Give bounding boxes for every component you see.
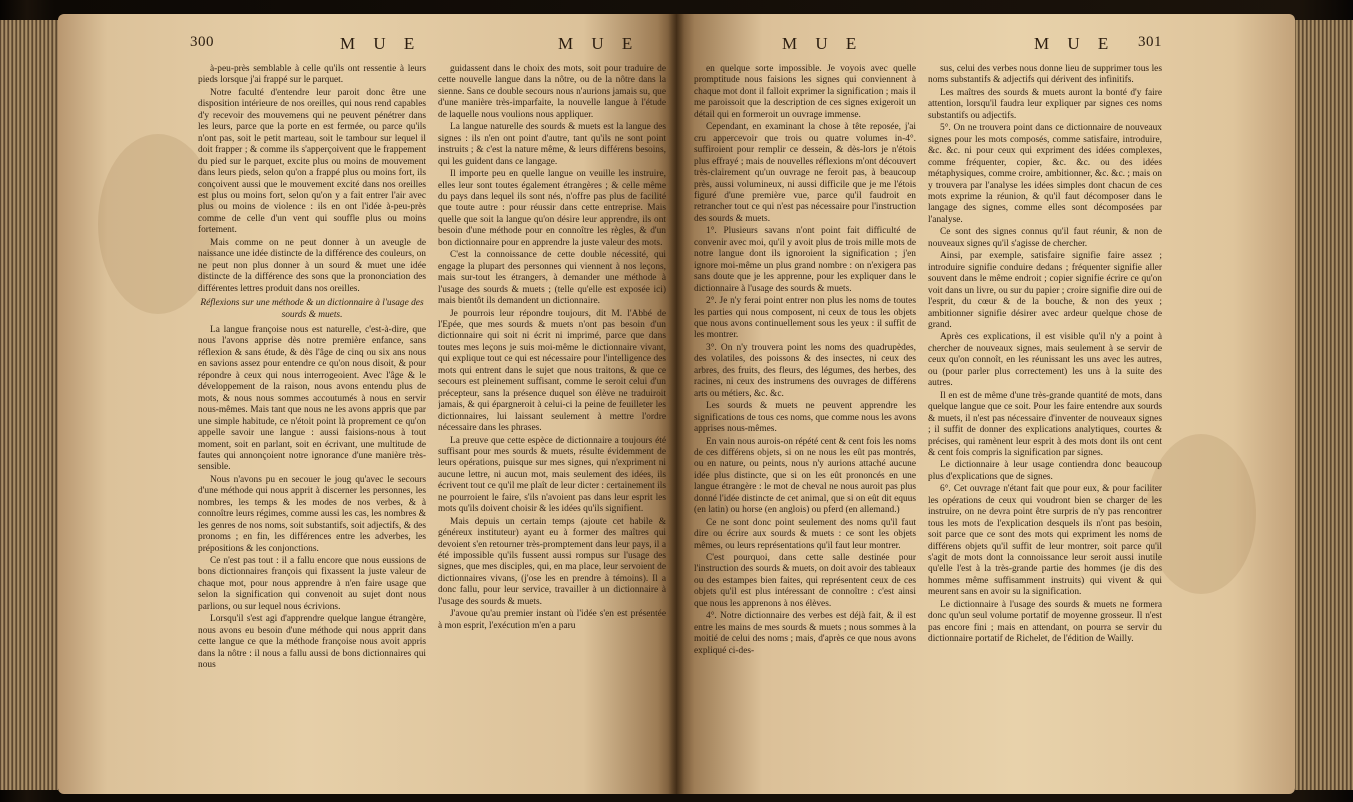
paragraph: guidassent dans le choix des mots, soit pour traduire de cette nouvelle langue dans la nôtre, ou de la nôtre dans la sienne. Sans ce double secours nous n'aurions jamais su, que d'une manière très-imparfaite, la nouvelle langue à l'étude de laquelle nous voulions nous appliquer. <box>438 64 666 120</box>
paragraph: Ce ne sont donc point seulement des noms qu'il faut dire ou écrire aux sourds & muets : ce sont les objets mêmes, ou leurs représentations qu'il faut leur montrer. <box>694 517 916 551</box>
paragraph: Je pourrois leur répondre toujours, dit M. l'Abbé de l'Epée, que mes sourds & muets n'ont pas besoin d'un dictionnaire qui soit ni écrit ni imprimé, parce que dans toutes mes leçons je suis moi-même le dictionnaire vivant, qui explique tout ce qui est nécessaire pour l'intelligence des mots qui entrent dans le sujet que nous traitons, & que ce secours est pleinement suffisant, comme le seroit celui d'un précepteur, sans la présence duquel son élève ne traduiroit jamais, & qui épargneroit à celui-ci la peine de feuilleter les dictionnaires, lui laissant seulement à mettre l'ordre nécessaire dans les phrases. <box>438 308 666 434</box>
page-edges-left <box>0 20 58 790</box>
paragraph: à-peu-près semblable à celle qu'ils ont ressentie à leurs pieds lorsque j'ai frappé sur le parquet. <box>198 64 426 86</box>
left-page-number: 300 <box>190 34 214 50</box>
page-edges-right <box>1295 20 1353 790</box>
paragraph: 1°. Plusieurs savans n'ont point fait difficulté de convenir avec moi, qu'il y avoit plus de trois mille mots de notre langue dont ils ignoroient la signification ; j'en ignore moi-même un plus grand nombre : on n'exigera pas sans doute que je les apprenne, pour les expliquer dans le dictionnaire à l'usage des sourds & muets. <box>694 226 916 294</box>
paragraph: Il en est de même d'une très-grande quantité de mots, dans quelque langue que ce soit. Pour les faire entendre aux sourds & muets, il n'est pas nécessaire d'inventer de nouveaux signes ; il suffit de donner des explications analytiques, courtes & précises, qui ramènent leur esprit à des mots dont ils ont cent & cent fois compris la signification par signes. <box>928 390 1162 458</box>
paragraph: Ainsi, par exemple, satisfaire signifie faire assez ; introduire signifie conduire dedans ; fréquenter signifie aller souvent dans le même endroit ; copier signifie écrire ce qu'on voit dans un livre, ou sur du papier ; croire signifie dire oui de l'esprit, du cœur & de la bouche, & non des yeux ; ambitionner signifie désirer avec ardeur quelque chose de grand. <box>928 251 1162 330</box>
paragraph: Les sourds & muets ne peuvent apprendre les significations de tous ces noms, que comme nous les avons apprises nous-mêmes. <box>694 401 916 435</box>
paragraph: Lorsqu'il s'est agi d'apprendre quelque langue étrangère, nous avons eu besoin d'une méthode qui nous apprit dans cette langue ce que la méthode françoise nous avoit appris dans la nôtre : il nous a fallu aussi de bons dictionnaires qui nous <box>198 614 426 671</box>
left-page-column-1 <box>198 64 426 772</box>
right-page-number: 301 <box>1138 34 1162 50</box>
paragraph: La preuve que cette espèce de dictionnaire a toujours été suffisant pour mes sourds & muets, résulte évidemment de leurs opérations, puisque sur mes signes, qui n'expriment ni aucune lettre, ni aucun mot, mais seulement des idées, ils écrivent tout ce qu'il me plaît de leur dicter : certainement ils ne pourroient le faire, s'ils n'avoient pas dans leur esprit les mots qu'ils doivent choisir & les idées qu'ils signifient. <box>438 435 666 515</box>
left-page-header <box>190 34 658 60</box>
paragraph: C'est pourquoi, dans cette salle destinée pour l'instruction des sourds & muets, on doit avoir des tableaux ou des estampes bien faites, qui représentent ceux de ces objets qu'il est plus intéressant de connoître : c'est ainsi que nous les apprenons à nos élèves. <box>694 553 916 609</box>
paragraph: Le dictionnaire à l'usage des sourds & muets ne formera donc qu'un seul volume portatif de moyenne grosseur. Il n'est pas encore fini ; mais en attendant, on pourra se servir du dictionnaire portatif de Richelet, de l'édition de Wailly. <box>928 599 1162 645</box>
left-page-column-2 <box>438 64 666 772</box>
paragraph: 5°. On ne trouvera point dans ce dictionnaire de nouveaux signes pour les mots composés, comme satisfaire, introduire, &c. &c. ni pour ceux qui expriment des idées complexes, comme fréquenter, copier, &c. &c. ou des idées métaphysiques, comme croire, ambitionner, &c. &c. ; mais on y trouvera par l'analyse les idées simples dont chacun de ces mots exprime la réunion, & qu'il faut décomposer dans le langage des signes, comme elles sont décomposées par l'analyse. <box>928 123 1162 225</box>
paragraph: Ce sont des signes connus qu'il faut réunir, & non de nouveaux signes qu'il s'agisse de chercher. <box>928 227 1162 249</box>
book-gutter <box>668 14 684 794</box>
right-page <box>676 14 1295 794</box>
paragraph: 4°. Notre dictionnaire des verbes est déjà fait, & il est entre les mains de mes sourds & muets ; nous sommes à la moitié de celui des noms ; mais, d'après ce que nous avons expliqué ci-des- <box>694 611 916 656</box>
paragraph: La langue françoise nous est naturelle, c'est-à-dire, que nous l'avons apprise dès notre première enfance, sans réflexion & sans étude, & dès l'âge de cinq ou six ans nous en savions assez pour entendre ce qu'on nous disoit, & pour répondre à ceux qui nous interrogeoient. Avec l'âge & le développement de la raison, nous avons entendu plus de mots, & nous nous sommes accoutumés à nous en servir nous-mêmes. Mais tant que nous ne les avons appris que par une simple habitude, ce n'étoit point là proprement ce qu'on appelle savoir une langue : aussi faisions-nous à tout moment, soit en parlant, soit en écrivant, une multitude de fautes qui annonçoient notre ignorance d'une manière très-sensible. <box>198 324 426 473</box>
right-page-column-2 <box>928 64 1162 782</box>
paragraph: La langue naturelle des sourds & muets est la langue des signes : ils n'en ont point d'autre, tant qu'ils ne sont point instruits ; & c'est la nature même, & leurs différens besoins, qui les guident dans ce langage. <box>438 122 666 167</box>
paragraph: Il importe peu en quelle langue on veuille les instruire, elles leur sont toutes également étrangères ; & celle même du pays dans lequel ils sont nés, n'offre pas plus de facilité que toute autre : pour réussir dans cette entreprise. Mais quelle que soit la langue qu'on désire leur apprendre, ils ont besoin d'une méthode pour en connoître les règles, & d'un bon dictionnaire pour en apprendre la juste valeur des mots. <box>438 169 666 248</box>
left-running-head-1: M U E <box>340 34 422 53</box>
left-running-head-2: M U E <box>558 34 640 53</box>
paper-stain <box>1146 434 1256 594</box>
paragraph: Les maîtres des sourds & muets auront la bonté d'y faire attention, lorsqu'il faudra leur expliquer par signes ces noms substantifs ou adjectifs. <box>928 87 1162 121</box>
paragraph: Le dictionnaire à leur usage contiendra donc beaucoup plus d'explications que de signes. <box>928 460 1162 482</box>
paragraph: Ce n'est pas tout : il a fallu encore que nous eussions de bons dictionnaires françois qui fixassent la juste valeur de chaque mot, pour nous apprendre à n'en faire usage que selon la signification qui convenoit au sujet dont nous parlions, ou sur lequel nous écrivions. <box>198 556 426 612</box>
section-heading: Réflexions sur une méthode & un dictionnaire à l'usage des sourds & muets. <box>200 298 424 320</box>
paragraph: 6°. Cet ouvrage n'étant fait que pour eux, & pour faciliter les opérations de ceux qui voudront bien se charger de les instruire, on ne devra point être surpris de n'y pas rencontrer tous les mots de l'explication desquels ils n'ont pas besoin, soit parce que ce sont des mots qui expriment les noms de différens objets qu'il suffit de leur montrer, soit parce qu'il s'agit de mots dont la connoissance leur seroit aussi inutile qu'elle l'est à la très-grande partie des hommes (je dis des hommes même suffisamment instruits) qui vivent & qui meurent sans en avoir su la signification. <box>928 484 1162 598</box>
paragraph: C'est la connoissance de cette double nécessité, qui engage la plupart des personnes qui viennent à nos leçons, mais sur-tout les étrangers, à demander une méthode à l'usage des sourds & muets ; (telle qu'elle est exposée ici) mais bientôt ils demandent un dictionnaire. <box>438 250 666 307</box>
paragraph: En vain nous aurois-on répété cent & cent fois les noms de ces différens objets, si on ne nous les eût pas montrés, ou en nature, ou peints, nous n'y aurions attaché aucune idée plus distincte, que si on les eût prononcés en une langue étrangère : le mot de cheval ne nous auroit pas plus donné l'idée distincte de cet animal, que si on eût dit equus (en latin) ou horse (en anglois) ou pferd (en allemand.) <box>694 436 916 516</box>
paragraph: Après ces explications, il est visible qu'il n'y a point à chercher de nouveaux signes, mais seulement à se servir de ceux qu'on connoît, en les réunissant les uns avec les autres, ou (pour parler plus correctement) les uns à la suite des autres. <box>928 332 1162 389</box>
paragraph: Notre faculté d'entendre leur paroit donc être une disposition intérieure de nos oreilles, qui nous rend capables d'y recevoir des mouvemens qui ne peuvent pénétrer dans les leurs, parce que la porte en est fermée, ou parce qu'ils n'ont pas, soit le petit marteau, soit le tambour sur lequel il doit frapper ; & comme ils s'apperçoivent que le frappement du pied sur le parquet, excite plus ou moins de mouvement dans leurs pieds, selon qu'on a frappé plus ou moins fort, ils conçoivent aussi que le mouvement excité dans nos oreilles est plus ou moins fort, selon qu'on y a fait entrer l'air avec plus ou moins de violence : ils en ont l'idée à-peu-près comme de celle d'un vent qui souffle plus ou moins fortement. <box>198 87 426 236</box>
paragraph: Nous n'avons pu en secouer le joug qu'avec le secours d'une méthode qui nous apprit à discerner les personnes, les nombres, les temps & les modes de nos verbes, & à connoître leurs régimes, comme aussi les cas, les nombres & les genres de nos noms, soit substantifs, soit adjectifs, & des pronoms ; en fin, les différences entre les adverbes, les prépositions & les conjonctions. <box>198 474 426 554</box>
paragraph: Mais depuis un certain temps (ajoute cet habile & généreux instituteur) ayant eu à former des maîtres qui devoient s'en retourner très-promptement dans leur pays, il a été impossible qu'ils fussent aussi rompus sur l'usage des signes, que mes disciples, qui, en ma place, leur servoient de dictionnaires vivans, (j'ose les en prendre à témoins). Il a donc fallu, pour leur service, travailler à un dictionnaire à l'usage des sourds & muets. <box>438 516 666 607</box>
paragraph: 2°. Je n'y ferai point entrer non plus les noms de toutes les parties qui nous composent, ni ceux de tous les objets que nous avons continuellement sous les yeux : il suffit de les montrer. <box>694 296 916 341</box>
paragraph: Mais comme on ne peut donner à un aveugle de naissance une idée distincte de la différence des couleurs, on ne peut non plus donner à un sourd & muet une idée distincte de la différence des sons que la prononciation des différentes lettres produit dans nos oreilles. <box>198 237 426 294</box>
paragraph: J'avoue qu'au premier instant où l'idée s'en est présentée à mon esprit, l'exécution m'en a paru <box>438 609 666 631</box>
right-running-head-1: M U E <box>782 34 864 53</box>
paragraph: sus, celui des verbes nous donne lieu de supprimer tous les noms substantifs & adjectifs qui dérivent des infinitifs. <box>928 64 1162 86</box>
paragraph: Cependant, en examinant la chose à tête reposée, j'ai cru appercevoir que trois ou quatre volumes in-4°. suffiroient pour remplir ce dessein, & dès-lors je n'étois plus effrayé ; mais de nouvelles réflexions m'ont découvert très-clairement qu'un ouvrage ne feroit pas, à beaucoup près, aussi volumineux, ni aussi difficile que je me l'étois figuré d'une première vue, parce qu'il faudroit en retrancher tout ce qui n'est pas nécessaire pour l'instruction des sourds & muets. <box>694 122 916 224</box>
paragraph: en quelque sorte impossible. Je voyois avec quelle promptitude nous faisions les signes qui conviennent à chaque mot dont il falloit exprimer la signification ; mais il me paroissoit que la description de ces signes exigeroit un détail qui en formeroit un ouvrage immense. <box>694 64 916 120</box>
right-running-head-2: M U E <box>1034 34 1116 53</box>
paragraph: 3°. On n'y trouvera point les noms des quadrupèdes, des volatiles, des poissons & des insectes, ni ceux des arbres, des fruits, des fleurs, des légumes, des herbes, des racines, ni ceux des instrumens des ouvrages de différens arts ou métiers, &c. &c. <box>694 342 916 399</box>
right-page-column-1 <box>694 64 916 782</box>
left-page <box>58 14 676 794</box>
right-page-header <box>694 34 1162 60</box>
